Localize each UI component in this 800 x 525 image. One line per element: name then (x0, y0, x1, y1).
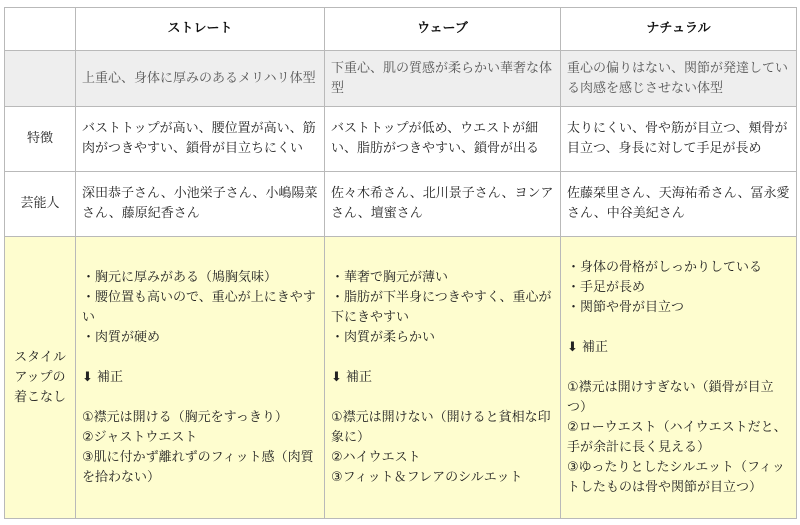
table-row-styling (5, 237, 797, 519)
header-wave: ウェーブ (325, 8, 561, 51)
row-label-features: 特徴 (5, 107, 76, 172)
table-row-summary (5, 51, 797, 107)
body-type-comparison-table (4, 7, 797, 519)
header-straight: ストレート (76, 8, 325, 51)
cell-features-wave: バストトップが低め、ウエストが細い、脂肪がつきやすい、鎖骨が出る (325, 107, 561, 172)
row-label-celebrities: 芸能人 (5, 172, 76, 237)
cell-summary-wave: 下重心、肌の質感が柔らかい華奢な体型 (325, 51, 561, 107)
cell-styling-wave: ・華奢で胸元が薄い ・脂肪が下半身につきやすく、重心が下にきやすい ・肉質が柔らかい ⬇ 補正 ①襟元は開けない（開けると貧相な印象に） ②ハイウエスト ③フィット＆フレアのシルエット (325, 237, 561, 519)
cell-summary-straight: 上重心、身体に厚みのあるメリハリ体型 (76, 51, 325, 107)
header-corner (5, 8, 76, 51)
cell-celebrities-natural: 佐藤栞里さん、天海祐希さん、冨永愛さん、中谷美紀さん (561, 172, 797, 237)
cell-celebrities-wave: 佐々木希さん、北川景子さん、ヨンアさん、壇蜜さん (325, 172, 561, 237)
cell-celebrities-straight: 深田恭子さん、小池栄子さん、小嶋陽菜さん、藤原紀香さん (76, 172, 325, 237)
cell-summary-natural: 重心の偏りはない、関節が発達している肉感を感じさせない体型 (561, 51, 797, 107)
cell-features-natural: 太りにくい、骨や筋が目立つ、頬骨が目立つ、身長に対して手足が長め (561, 107, 797, 172)
row-label-summary (5, 51, 76, 107)
row-label-styling: スタイルアップの着こなし (5, 237, 76, 519)
table-row-features (5, 107, 797, 172)
cell-features-straight: バストトップが高い、腰位置が高い、筋肉がつきやすい、鎖骨が目立ちにくい (76, 107, 325, 172)
cell-styling-natural: ・身体の骨格がしっかりしている ・手足が長め ・関節や骨が目立つ ⬇ 補正 ①襟元は開けすぎない（鎖骨が目立つ） ②ローウエスト（ハイウエストだと、手が余計に長く見える） ③ゆったりとしたシルエット（フィットしたものは骨や関節が目立つ） (561, 237, 797, 519)
cell-styling-straight: ・胸元に厚みがある（鳩胸気味） ・腰位置も高いので、重心が上にきやすい ・肉質が硬め ⬇ 補正 ①襟元は開ける（胸元をすっきり） ②ジャストウエスト ③肌に付かず離れずのフィット感（肉質を拾わない） (76, 237, 325, 519)
header-natural: ナチュラル (561, 8, 797, 51)
header-row (5, 8, 797, 51)
table-row-celebrities (5, 172, 797, 237)
